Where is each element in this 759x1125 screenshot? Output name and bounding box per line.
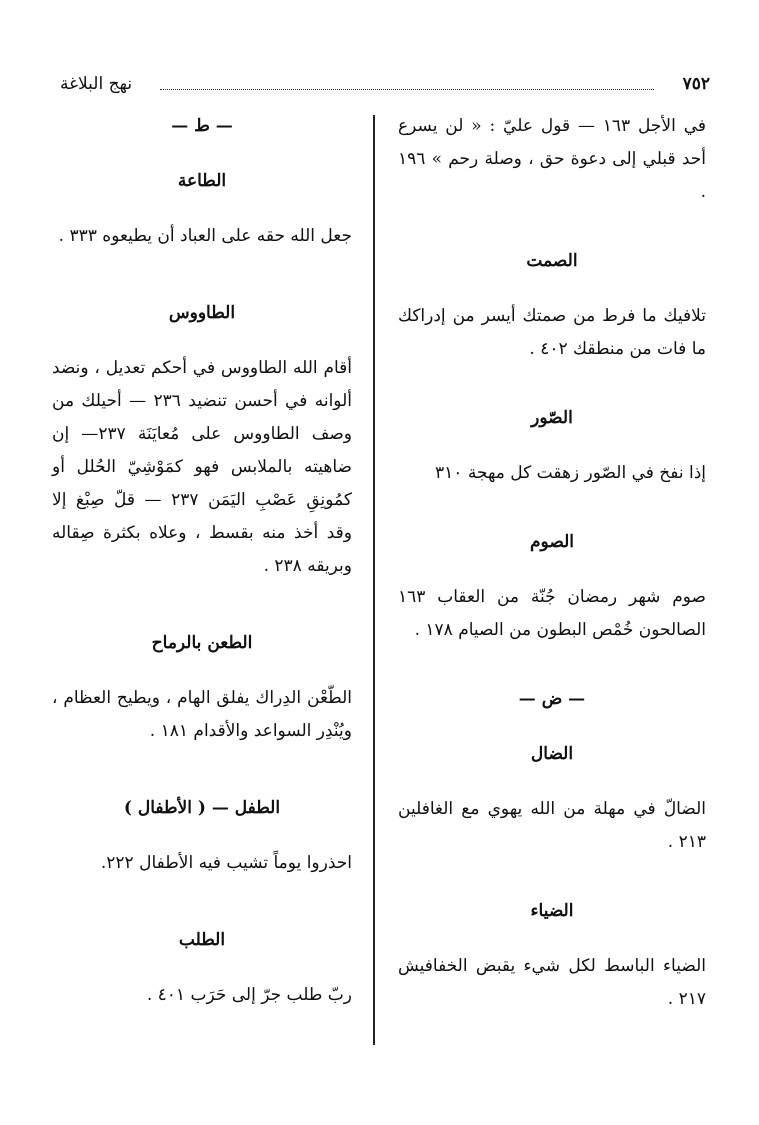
column-divider — [373, 115, 375, 1045]
entry-text: الضالّ في مهلة من الله يهوي مع الغافلين ٢١٣ . — [398, 799, 706, 852]
entry-heading: الطاعة — [177, 171, 227, 191]
running-title: نهج البلاغة — [60, 74, 133, 94]
entry-text: احذروا يوماً تشيب فيه الأطفال ٢٢٢. — [100, 853, 352, 873]
entry-heading: الطفل — ( الأطفال ) — [123, 798, 281, 818]
entry-heading: الطعن بالرماح — [151, 633, 253, 653]
letter-section-heading: — ط — — [171, 116, 233, 136]
entry-text: تلافيك ما فرط من صمتك أيسر من إدراكك ما فات من منطقك ٤٠٢ . — [398, 306, 706, 359]
right-column — [398, 110, 706, 1016]
header-dotted-leader — [160, 89, 654, 90]
entry-heading: الطلب — [178, 930, 226, 950]
page-header — [60, 70, 710, 100]
entry-heading: الصوم — [530, 532, 574, 552]
entry-heading: الصّور — [531, 408, 573, 428]
entry-text: ربّ طلب جرّ إلى حَرَب ٤٠١ . — [146, 985, 352, 1005]
entry-text: الطّعْن الدِراك يفلق الهام ، ويطيح العظام ، ويُنْدِر السواعد والأقدام ١٨١ . — [52, 688, 352, 741]
entry-text: جعل الله حقه على العباد أن يطيعوه ٣٣٣ . — [58, 226, 352, 246]
entry-text: في الأجل ١٦٣ — قول عليّ : « لن يسرع أحد قبلي إلى دعوة حق ، وصلة رحم » ١٩٦ . — [398, 116, 706, 202]
entry-text: إذا نفخ في الصّور زهقت كل مهجة ٣١٠ — [435, 463, 706, 483]
entry-text: صوم شهر رمضان جُنّة من العقاب ١٦٣ الصالحون خُمْص البطون من الصيام ١٧٨ . — [398, 587, 706, 640]
entry-heading: الضياء — [530, 901, 574, 921]
entry-heading: الصمت — [526, 251, 578, 271]
entry-heading: الضال — [530, 744, 574, 764]
entry-heading: الطاووس — [168, 303, 236, 323]
letter-section-heading: — ض — — [518, 689, 586, 709]
entry-text: الضياء الباسط لكل شيء يقبض الخفافيش ٢١٧ . — [398, 956, 706, 1009]
left-column — [52, 110, 352, 1012]
entry-text: أقام الله الطاووس في أحكم تعديل ، ونضد ألوانه في أحسن تنضيد ٢٣٦ — أحيلك من وصف الطاووس على مُعايَنَة ٢٣٧— إن ضاهيته بالملابس فهو كمَوْشِيّ الحُلل أو كمُونِقِ عَصْبِ اليَمَن ٢٣٧ — قلّ صِبْغ إلا وقد أخذ منه بقسط ، وعلاه بكثرة صِقاله وبريقه ٢٣٨ . — [52, 358, 352, 576]
page-number: ٧٥٢ — [682, 74, 710, 94]
